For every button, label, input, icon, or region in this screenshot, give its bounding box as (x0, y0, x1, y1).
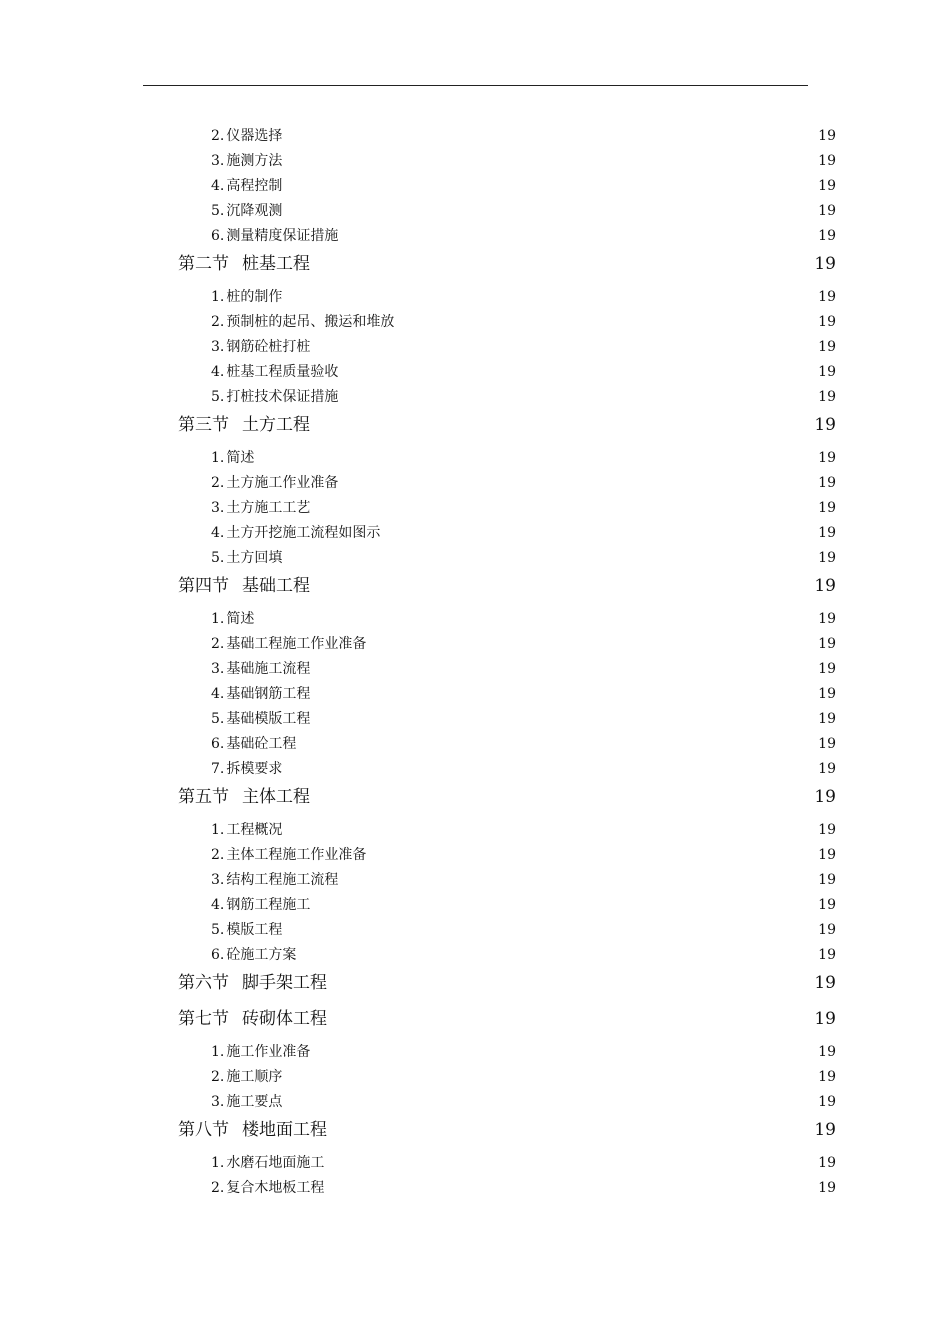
toc-page-number: 19 (818, 550, 836, 566)
toc-section-entry[interactable] (0, 571, 836, 607)
toc-page-number: 19 (818, 203, 836, 219)
toc-entry-title: 钢筋工程施工 (226, 897, 311, 913)
toc-dot-leader (283, 548, 817, 562)
toc-entry-number: 5. (211, 550, 225, 566)
toc-dot-leader (367, 634, 817, 648)
toc-dot-leader (325, 1153, 817, 1167)
toc-entry-title: 简述 (226, 450, 255, 466)
toc-entry-title: 砼施工方案 (226, 947, 297, 963)
toc-dot-leader (283, 920, 817, 934)
toc-subsection-entry[interactable] (0, 757, 836, 782)
toc-entry-number: 第六节 (178, 973, 229, 993)
toc-entry-title: 土方回填 (226, 550, 283, 566)
toc-entry-number: 4. (211, 525, 225, 541)
toc-entry-number: 5. (211, 711, 225, 727)
toc-page-number: 19 (814, 415, 836, 435)
toc-entry-title: 土方施工作业准备 (226, 475, 339, 491)
toc-subsection-entry[interactable] (0, 632, 836, 657)
toc-section-entry[interactable] (0, 410, 836, 446)
toc-dot-leader (297, 734, 817, 748)
toc-subsection-entry[interactable] (0, 310, 836, 335)
toc-subsection-entry[interactable] (0, 657, 836, 682)
toc-entry-title: 土方施工工艺 (226, 500, 311, 516)
toc-subsection-entry[interactable] (0, 732, 836, 757)
toc-entry-title: 预制桩的起吊、搬运和堆放 (226, 314, 395, 330)
toc-entry-number: 5. (211, 389, 225, 405)
toc-subsection-entry[interactable] (0, 385, 836, 410)
toc-entry-number: 2. (211, 847, 225, 863)
toc-entry-number: 3. (211, 500, 225, 516)
toc-dot-leader (311, 252, 813, 269)
toc-dot-leader (283, 287, 817, 301)
toc-subsection-entry[interactable] (0, 471, 836, 496)
toc-subsection-entry[interactable] (0, 818, 836, 843)
toc-entry-number: 2. (211, 314, 225, 330)
toc-dot-leader (255, 448, 817, 462)
toc-dot-leader (311, 574, 813, 591)
toc-entry-number: 1. (211, 289, 225, 305)
toc-entry-number: 4. (211, 686, 225, 702)
toc-page-number: 19 (818, 289, 836, 305)
toc-section-entry[interactable] (0, 1115, 836, 1151)
table-of-contents (0, 124, 950, 1201)
toc-entry-title: 楼地面工程 (242, 1120, 327, 1140)
toc-subsection-entry[interactable] (0, 943, 836, 968)
toc-page-number: 19 (818, 686, 836, 702)
toc-dot-leader (283, 1067, 817, 1081)
toc-dot-leader (395, 312, 817, 326)
toc-entry-number: 第四节 (178, 576, 229, 596)
toc-entry-title: 高程控制 (226, 178, 283, 194)
toc-entry-number: 1. (211, 1155, 225, 1171)
toc-entry-number: 6. (211, 736, 225, 752)
toc-entry-title: 基础钢筋工程 (226, 686, 311, 702)
toc-subsection-entry[interactable] (0, 707, 836, 732)
toc-dot-leader (283, 1092, 817, 1106)
toc-entry-number: 3. (211, 872, 225, 888)
toc-entry-title: 基础模版工程 (226, 711, 311, 727)
toc-subsection-entry[interactable] (0, 335, 836, 360)
toc-entry-title: 复合木地板工程 (226, 1180, 325, 1196)
toc-dot-leader (283, 201, 817, 215)
toc-dot-leader (311, 709, 817, 723)
toc-page-number: 19 (818, 922, 836, 938)
toc-page-number: 19 (818, 525, 836, 541)
toc-subsection-entry[interactable] (0, 1176, 836, 1201)
toc-entry-number: 第七节 (178, 1009, 229, 1029)
toc-entry-title: 拆模要求 (226, 761, 283, 777)
toc-page-number: 19 (818, 1069, 836, 1085)
toc-dot-leader (339, 473, 817, 487)
toc-entry-number: 3. (211, 661, 225, 677)
toc-entry-title: 基础工程 (242, 576, 310, 596)
toc-page-number: 19 (818, 1180, 836, 1196)
toc-entry-number: 5. (211, 203, 225, 219)
toc-page-number: 19 (818, 611, 836, 627)
toc-entry-number: 2. (211, 475, 225, 491)
toc-entry-number: 2. (211, 1069, 225, 1085)
toc-subsection-entry[interactable] (0, 360, 836, 385)
toc-subsection-entry[interactable] (0, 843, 836, 868)
toc-entry-number: 5. (211, 922, 225, 938)
toc-entry-number: 3. (211, 153, 225, 169)
toc-dot-leader (311, 895, 817, 909)
toc-entry-title: 土方工程 (242, 415, 310, 435)
toc-entry-number: 3. (211, 339, 225, 355)
toc-page-number: 19 (814, 1120, 836, 1140)
toc-page-number: 19 (818, 178, 836, 194)
toc-page-number: 19 (818, 153, 836, 169)
toc-entry-number: 6. (211, 228, 225, 244)
toc-entry-title: 施工要点 (226, 1094, 283, 1110)
toc-page-number: 19 (818, 1155, 836, 1171)
toc-page-number: 19 (818, 314, 836, 330)
toc-entry-title: 土方开挖施工流程如图示 (226, 525, 381, 541)
toc-page-number: 19 (818, 636, 836, 652)
toc-page-number: 19 (818, 364, 836, 380)
toc-subsection-entry[interactable] (0, 607, 836, 632)
toc-entry-number: 1. (211, 1044, 225, 1060)
toc-page-number: 19 (818, 897, 836, 913)
toc-dot-leader (339, 387, 817, 401)
toc-entry-number: 第二节 (178, 254, 229, 274)
toc-page-number: 19 (818, 500, 836, 516)
toc-dot-leader (367, 845, 817, 859)
toc-entry-title: 施工顺序 (226, 1069, 283, 1085)
toc-page-number: 19 (814, 576, 836, 596)
toc-section-entry[interactable] (0, 782, 836, 818)
toc-entry-number: 第三节 (178, 415, 229, 435)
toc-subsection-entry[interactable] (0, 521, 836, 546)
toc-page-number: 19 (818, 228, 836, 244)
toc-dot-leader (381, 523, 817, 537)
toc-subsection-entry[interactable] (0, 868, 836, 893)
toc-entry-title: 基础工程施工作业准备 (226, 636, 367, 652)
toc-entry-number: 4. (211, 364, 225, 380)
toc-dot-leader (283, 126, 817, 140)
toc-page-number: 19 (818, 661, 836, 677)
toc-subsection-entry[interactable] (0, 496, 836, 521)
toc-entry-title: 钢筋砼桩打桩 (226, 339, 311, 355)
toc-dot-leader (283, 820, 817, 834)
toc-subsection-entry[interactable] (0, 682, 836, 707)
toc-entry-number: 4. (211, 897, 225, 913)
toc-subsection-entry[interactable] (0, 918, 836, 943)
toc-page-number: 19 (818, 736, 836, 752)
toc-dot-leader (328, 1118, 813, 1135)
toc-dot-leader (325, 1178, 817, 1192)
toc-entry-title: 仪器选择 (226, 128, 283, 144)
toc-entry-title: 工程概况 (226, 822, 283, 838)
toc-subsection-entry[interactable] (0, 224, 836, 249)
toc-page-number: 19 (818, 872, 836, 888)
toc-dot-leader (311, 413, 813, 430)
toc-dot-leader (255, 609, 817, 623)
toc-entry-number: 1. (211, 611, 225, 627)
toc-entry-title: 打桩技术保证措施 (226, 389, 339, 405)
toc-section-entry[interactable] (0, 968, 836, 1004)
toc-page-number: 19 (814, 1009, 836, 1029)
toc-page-number: 19 (818, 339, 836, 355)
toc-subsection-entry[interactable] (0, 546, 836, 571)
toc-entry-number: 1. (211, 450, 225, 466)
toc-entry-title: 结构工程施工流程 (226, 872, 339, 888)
toc-entry-number: 2. (211, 128, 225, 144)
toc-page-number: 19 (818, 475, 836, 491)
toc-subsection-entry[interactable] (0, 1090, 836, 1115)
toc-page-number: 19 (818, 847, 836, 863)
toc-subsection-entry[interactable] (0, 199, 836, 224)
toc-page-number: 19 (818, 822, 836, 838)
toc-section-entry[interactable] (0, 249, 836, 285)
toc-page-number: 19 (818, 1094, 836, 1110)
toc-entry-title: 沉降观测 (226, 203, 283, 219)
toc-entry-number: 4. (211, 178, 225, 194)
toc-section-entry[interactable] (0, 1004, 836, 1040)
toc-page-number: 19 (818, 761, 836, 777)
toc-subsection-entry[interactable] (0, 1040, 836, 1065)
toc-dot-leader (311, 785, 813, 802)
toc-entry-title: 桩基工程 (242, 254, 310, 274)
toc-entry-number: 2. (211, 1180, 225, 1196)
toc-entry-title: 基础施工流程 (226, 661, 311, 677)
toc-dot-leader (339, 226, 817, 240)
toc-dot-leader (311, 1042, 817, 1056)
toc-subsection-entry[interactable] (0, 124, 836, 149)
toc-entry-number: 2. (211, 636, 225, 652)
toc-dot-leader (311, 337, 817, 351)
toc-page-number: 19 (818, 947, 836, 963)
toc-dot-leader (283, 759, 817, 773)
toc-dot-leader (339, 362, 817, 376)
toc-subsection-entry[interactable] (0, 1151, 836, 1176)
header-rule (143, 85, 808, 86)
toc-subsection-entry[interactable] (0, 174, 836, 199)
toc-page-number: 19 (818, 450, 836, 466)
toc-dot-leader (311, 659, 817, 673)
toc-entry-number: 1. (211, 822, 225, 838)
toc-subsection-entry[interactable] (0, 149, 836, 174)
toc-page-number: 19 (814, 973, 836, 993)
toc-dot-leader (297, 945, 817, 959)
toc-entry-title: 基础砼工程 (226, 736, 297, 752)
toc-dot-leader (339, 870, 817, 884)
toc-dot-leader (283, 151, 817, 165)
toc-entry-title: 水磨石地面施工 (226, 1155, 325, 1171)
toc-entry-title: 施工作业准备 (226, 1044, 311, 1060)
toc-subsection-entry[interactable] (0, 1065, 836, 1090)
toc-entry-title: 测量精度保证措施 (226, 228, 339, 244)
toc-page-number: 19 (818, 1044, 836, 1060)
toc-entry-title: 桩基工程质量验收 (226, 364, 339, 380)
toc-subsection-entry[interactable] (0, 893, 836, 918)
toc-dot-leader (311, 684, 817, 698)
toc-page-number: 19 (814, 787, 836, 807)
toc-entry-title: 主体工程 (242, 787, 310, 807)
toc-dot-leader (311, 498, 817, 512)
toc-page-number: 19 (814, 254, 836, 274)
toc-subsection-entry[interactable] (0, 285, 836, 310)
toc-entry-title: 砖砌体工程 (242, 1009, 327, 1029)
toc-entry-number: 7. (211, 761, 225, 777)
toc-entry-number: 3. (211, 1094, 225, 1110)
toc-page-number: 19 (818, 711, 836, 727)
toc-dot-leader (328, 1007, 813, 1024)
toc-subsection-entry[interactable] (0, 446, 836, 471)
toc-entry-number: 第八节 (178, 1120, 229, 1140)
toc-page-number: 19 (818, 389, 836, 405)
toc-entry-title: 脚手架工程 (242, 973, 327, 993)
toc-entry-title: 主体工程施工作业准备 (226, 847, 367, 863)
toc-page-number: 19 (818, 128, 836, 144)
toc-entry-title: 桩的制作 (226, 289, 283, 305)
toc-dot-leader (283, 176, 817, 190)
toc-entry-number: 第五节 (178, 787, 229, 807)
toc-entry-number: 6. (211, 947, 225, 963)
toc-dot-leader (328, 971, 813, 988)
toc-entry-title: 施测方法 (226, 153, 283, 169)
toc-entry-title: 简述 (226, 611, 255, 627)
toc-entry-title: 模版工程 (226, 922, 283, 938)
